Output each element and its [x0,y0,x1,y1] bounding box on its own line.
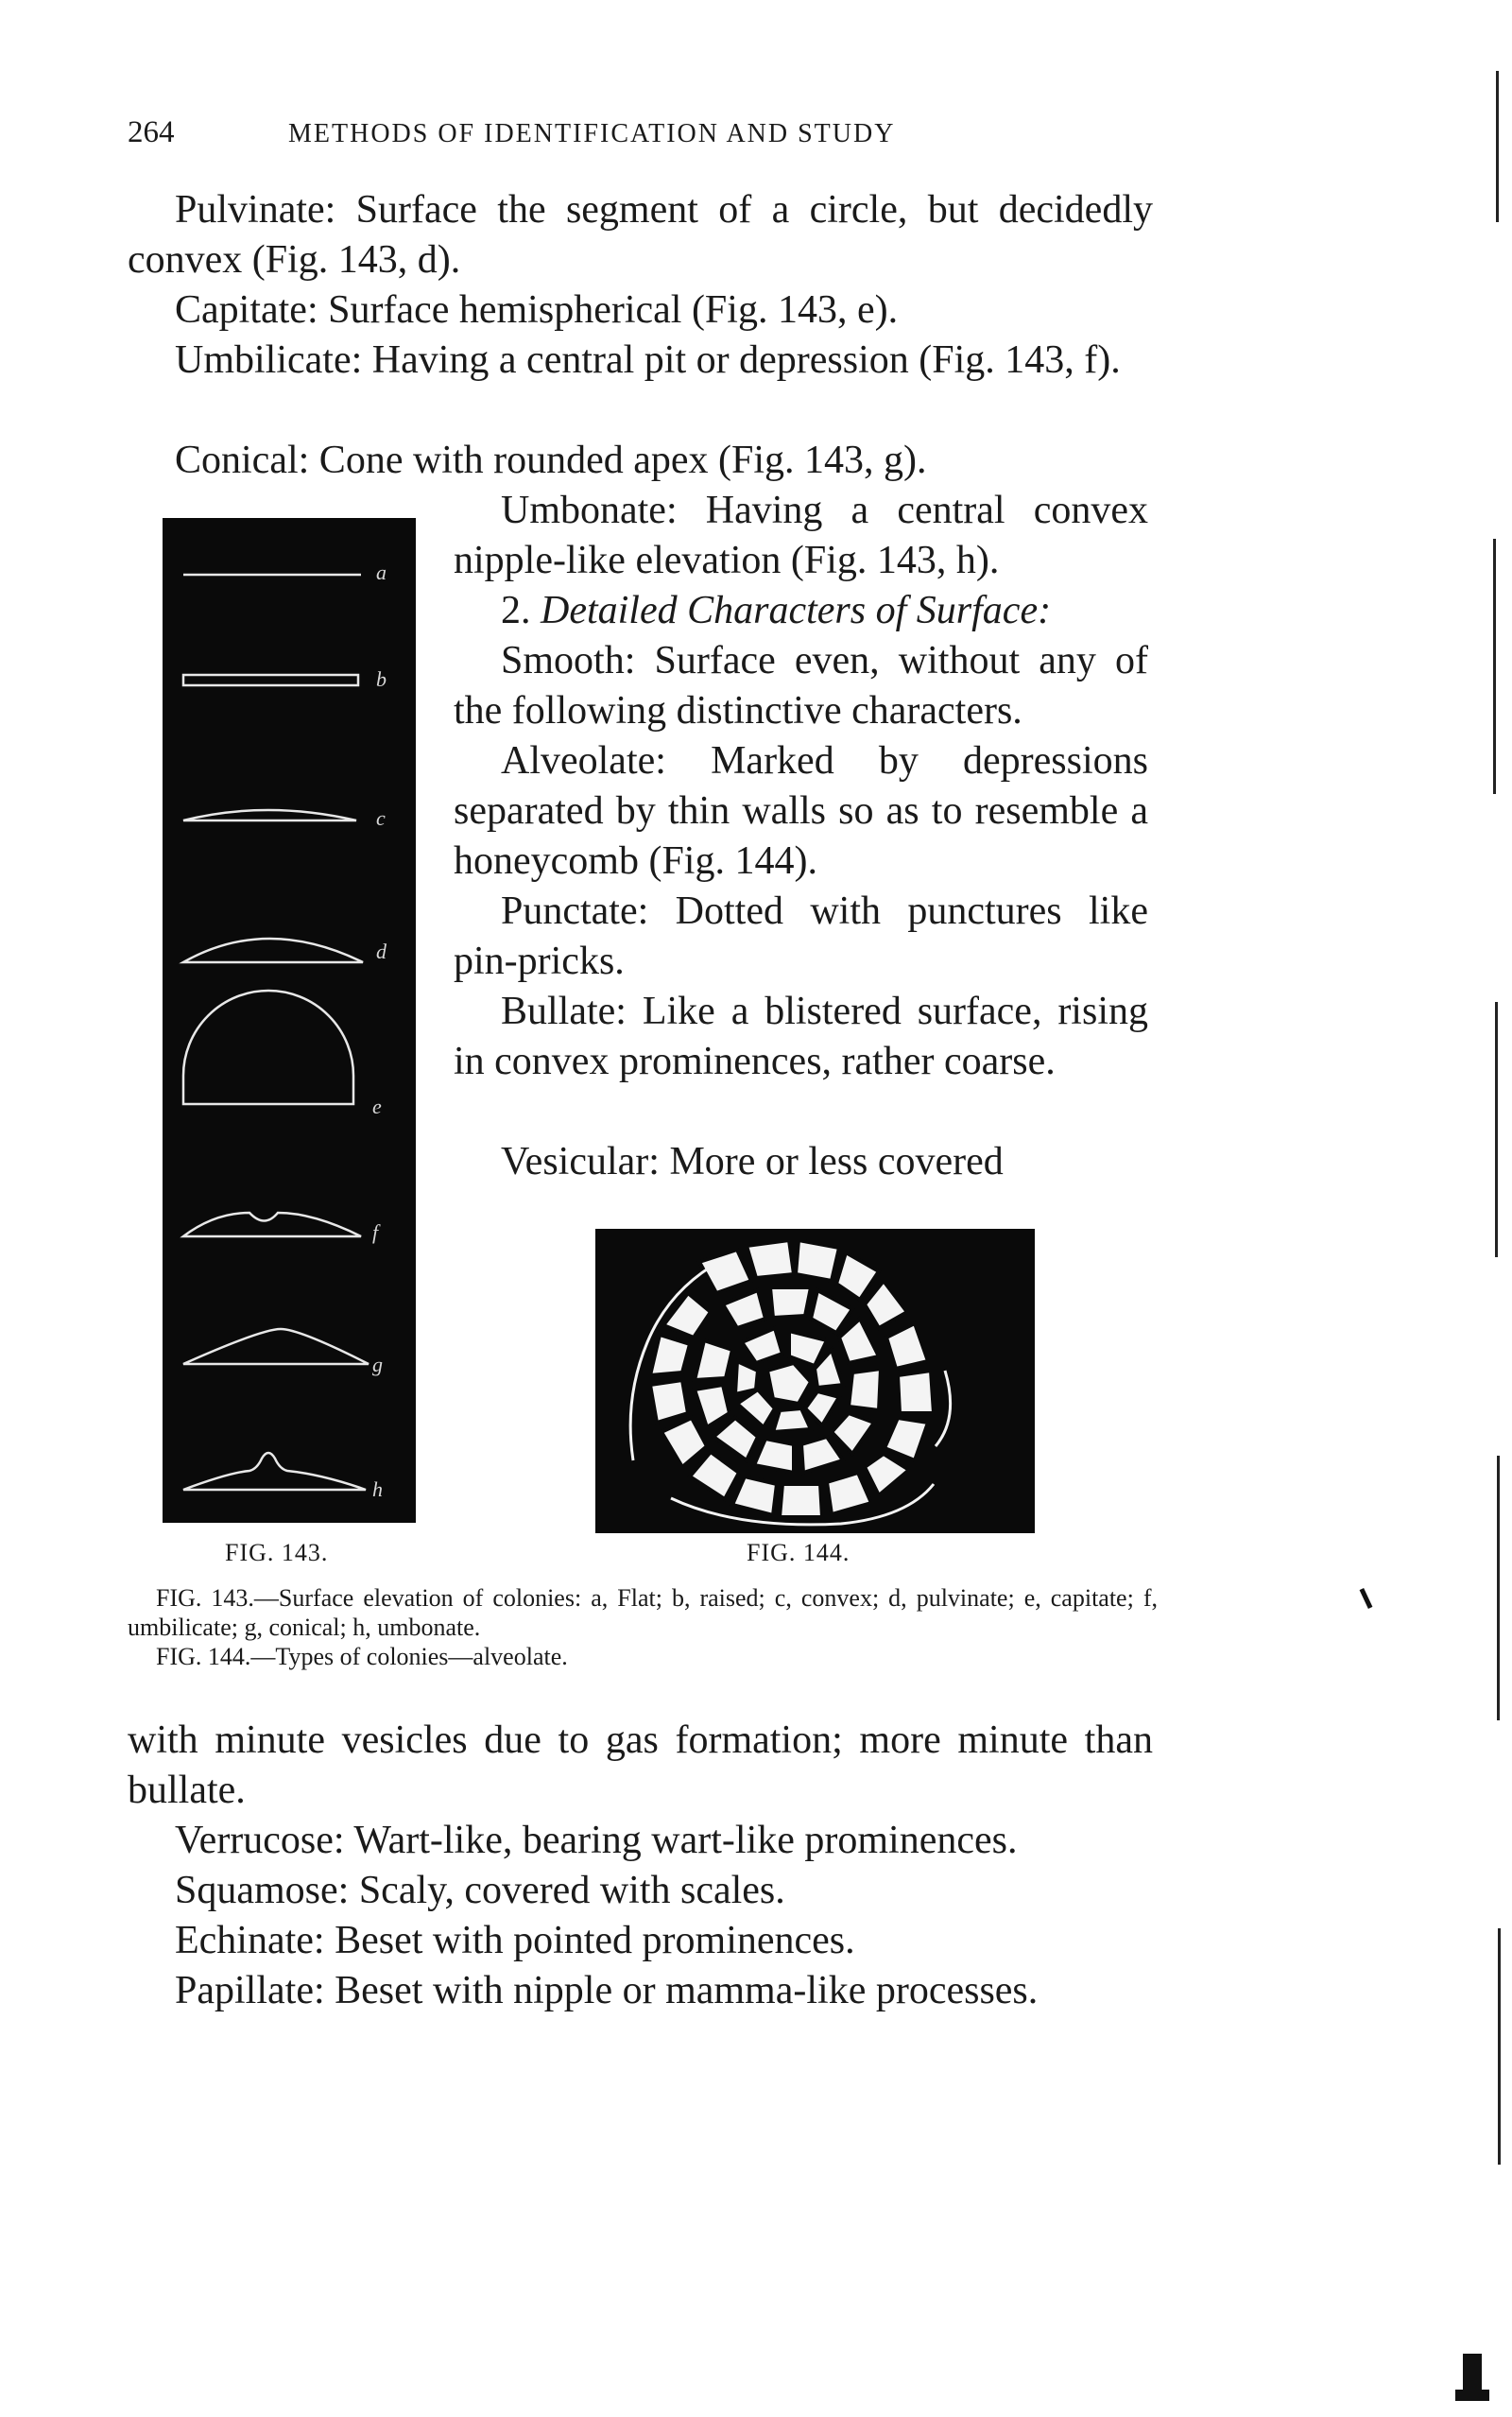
paragraph-conical: Conical: Cone with rounded apex (Fig. 143, g). [175,439,927,482]
fig143-letter-d: d [376,940,387,963]
figure-144-drawing [595,1229,1035,1533]
running-title: METHODS OF IDENTIFICATION AND STUDY [288,119,896,148]
fig143-letter-b: b [376,667,387,691]
paragraph-alveolate: Alveolate: Marked by depressions separated by thin walls so as to resemble a honeycomb (Fig. 144). [454,739,1148,883]
section-title: Detailed Characters of Surface: [541,589,1052,632]
page-number: 264 [128,115,175,149]
section-heading [454,586,1148,636]
paragraph-punctate: Punctate: Dotted with punctures like pin-pricks. [454,889,1148,983]
scan-edge-line [1498,1928,1501,2165]
caption-figure-144: FIG. 144.—Types of colonies—alveolate. [156,1643,568,1670]
paragraph-papillate: Papillate: Beset with nipple or mamma-like processes. [175,1969,1039,2012]
profile-umbilicate [183,1213,361,1236]
profile-umbonate [183,1453,366,1490]
paragraph-squamose: Squamose: Scaly, covered with scales. [175,1869,785,1912]
scan-mark [1360,1588,1373,1609]
profile-capitate [183,991,353,1104]
profile-conical [183,1329,369,1364]
scan-edge-line [1497,1456,1500,1720]
paragraph-bullate: Bullate: Like a blistered surface, rising in convex prominences, rather coarse. [454,990,1148,1083]
scan-mark [1455,2390,1489,2401]
paragraph-umbonate: Umbonate: Having a central convex nipple-like elevation (Fig. 143, h). [454,489,1148,582]
paragraph-vesicular-continued: with minute vesicles due to gas formation; more minute than bullate. [128,1718,1153,1812]
figure-143-label: FIG. 143. [225,1539,329,1566]
figure-144-label: FIG. 144. [747,1539,850,1566]
paragraph-verrucose: Verrucose: Wart-like, bearing wart-like prominences. [175,1819,1018,1862]
paragraph-echinate: Echinate: Beset with pointed prominences. [175,1919,855,1962]
profile-convex [183,810,356,820]
fig143-letter-g: g [372,1353,383,1376]
profile-pulvinate [183,939,363,962]
fig143-letter-a: a [376,561,387,584]
profile-raised [183,675,358,685]
figure-143-drawing [163,518,416,1523]
paragraph-pulvinate: Pulvinate: Surface the segment of a circle, but decidedly convex (Fig. 143, d). [128,188,1153,282]
fig143-letter-e: e [372,1095,382,1118]
page-header [128,115,1167,153]
fig143-letter-h: h [372,1477,383,1501]
section-number: 2. [501,589,531,632]
figure-143-colony-elevations [163,518,416,1523]
scan-edge-line [1495,1002,1498,1257]
scan-edge-line [1496,71,1499,222]
scan-edge-line [1493,539,1496,794]
paragraph-capitate: Capitate: Surface hemispherical (Fig. 143, e). [175,288,899,332]
fig143-letter-f: f [372,1220,379,1244]
paragraph-smooth: Smooth: Surface even, without any of the following distinctive characters. [454,639,1148,733]
caption-figure-143: FIG. 143.—Surface elevation of colonies: a, Flat; b, raised; c, convex; d, pulvinate; e, capitate; f, umbilicate; g, conical; h, umbonate. [128,1584,1158,1641]
fig143-letter-c: c [376,806,386,830]
paragraph-umbilicate: Umbilicate: Having a central pit or depression (Fig. 143, f). [175,338,1121,382]
paragraph-vesicular: Vesicular: More or less covered [501,1140,1004,1183]
figure-144-alveolate-colony [595,1229,1035,1533]
